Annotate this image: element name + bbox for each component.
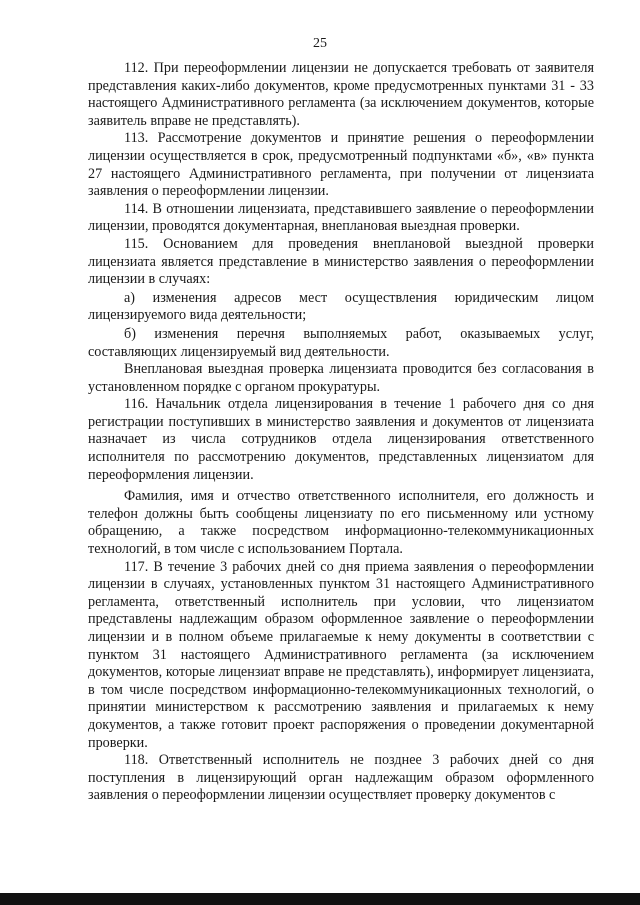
paragraph-114: 114. В отношении лицензиата, представившего заявление о переоформлении лицензии, проводятся документарная, внеплановая выездная проверки. — [88, 200, 594, 235]
paragraph-117: 117. В течение 3 рабочих дней со дня приема заявления о переоформлении лицензии в случаях, установленных пунктом 31 настоящего Административного регламента, ответственный исполнитель при условии, что лицензиатом представлены надлежащим образом оформленное заявление о переоформлении лицензии и в полном объеме прилагаемые к нему документы в соответствии с пунктом 31 настоящего Административного регламента (за исключением документов, которые лицензиат вправе не представлять), информирует лицензиата, в том числе посредством информационно-телекоммуникационных технологий, о принятии министерством к рассмотрению заявления и прилагаемых к нему документов, а также готовит проект распоряжения о проведении документарной проверки. — [88, 558, 594, 751]
paragraph-contact-info: Фамилия, имя и отчество ответственного исполнителя, его должность и телефон должны быть сообщены лицензиату по его письменному или устному обращению, а также посредством информационно-телекоммуникационных технологий, в том числе с использованием Портала. — [88, 488, 594, 558]
paragraph-116: 116. Начальник отдела лицензирования в течение 1 рабочего дня со дня регистрации поступивших в министерство заявления и документов от лицензиата назначает из числа сотрудников отдела лицензирования ответственного исполнителя по рассмотрению документов, представленных лицензиатом для переоформления лицензии. — [88, 396, 594, 483]
document-body — [88, 60, 594, 805]
list-item-a: а) изменения адресов мест осуществления юридическим лицом лицензируемого вида деятельности; — [88, 289, 594, 324]
paragraph-118: 118. Ответственный исполнитель не позднее 3 рабочих дней со дня поступления в лицензирующий орган надлежащим образом оформленного заявления о переоформлении лицензии осуществляет проверку документов с — [88, 752, 594, 804]
scan-bottom-border — [0, 893, 640, 905]
paragraph-inspection-note: Внеплановая выездная проверка лицензиата проводится без согласования в установленном порядке с органом прокуратуры. — [88, 361, 594, 395]
paragraph-113: 113. Рассмотрение документов и принятие решения о переоформлении лицензии осуществляется в срок, предусмотренный подпунктами «б», «в» пункта 27 настоящего Административного регламента, при получении от лицензиата заявления о переоформлении лицензии. — [88, 130, 594, 200]
page-number: 25 — [313, 36, 327, 51]
paragraph-112: 112. При переоформлении лицензии не допускается требовать от заявителя представления каких-либо документов, кроме предусмотренных пунктами 31 - 33 настоящего Административного регламента (за исключением документов, которые заявитель вправе не представлять). — [88, 60, 594, 129]
paragraph-115: 115. Основанием для проведения внеплановой выездной проверки лицензиата является представление в министерство заявления о переоформлении лицензии в случаях: — [88, 235, 594, 288]
list-item-b: б) изменения перечня выполняемых работ, оказываемых услуг, составляющих лицензируемый вид деятельности. — [88, 325, 594, 360]
